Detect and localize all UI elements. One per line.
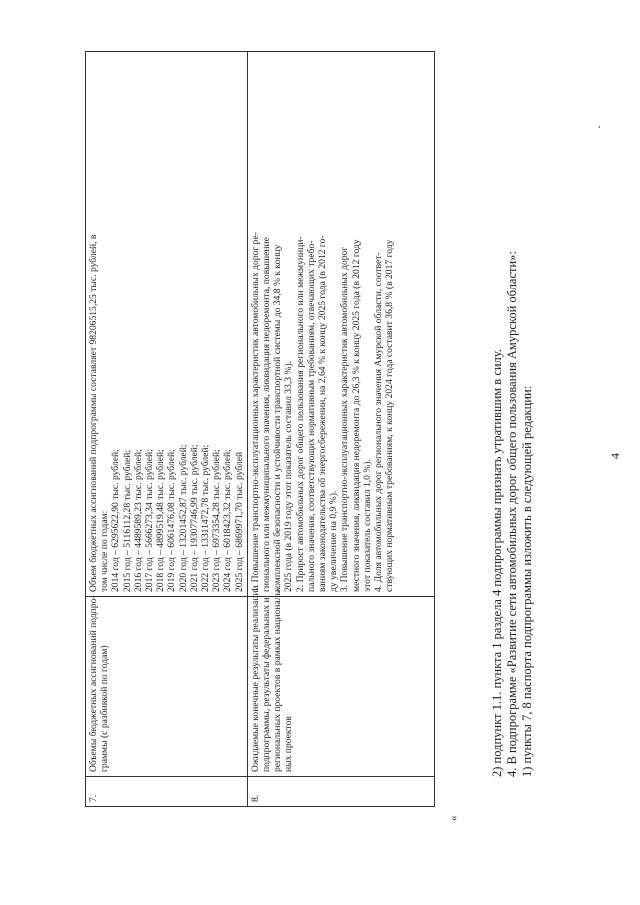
opening-quote-mark: « [448, 815, 460, 821]
row-value [247, 52, 434, 597]
table-row [247, 52, 434, 807]
value-line: 4. Доля автомобильных дорог регионального значения Амурской области, соответ- [373, 252, 385, 592]
value-line: 2021 год – 19307746,99 тыс. рублей; [188, 444, 200, 592]
value-line: ду увеличение на 0,9 %). [328, 490, 340, 592]
intro-text [490, 97, 534, 777]
value-line: 2023 год – 6973354,28 тыс. рублей; [211, 449, 223, 592]
value-line: 2022 год – 13311472,78 тыс. рублей; [200, 444, 212, 592]
value-line: гионального или межмуниципального значения, ликвидация недоремонта, повышение [261, 237, 273, 592]
value-line: Объем бюджетных ассигнований подпрограммы составляет 98206515,25 тыс. рублей, в [88, 234, 99, 592]
value-line: местного значения, ликвидация недоремонта до 26,3 % к концу 2025 года (в 2012 году [350, 239, 362, 592]
value-line: 2019 год – 6061476,08 тыс. рублей; [166, 449, 178, 592]
value-line: 3. Повышение транспортно-эксплуатационных характеристик автомобильных дорог [339, 246, 351, 592]
value-line: 2024 год – 6018423,32 тыс. рублей; [222, 449, 234, 592]
row-number: 7. [86, 777, 248, 807]
page-number: 4 [608, 453, 622, 459]
value-line: этот показатель составил 1,0 %). [361, 459, 373, 592]
passport-table [85, 51, 435, 807]
table-row [86, 52, 248, 807]
value-line: 2. Прирост автомобильных дорог общего пользования регионального или межмуници- [294, 236, 306, 592]
row-name [86, 597, 248, 777]
corner-mark: · [592, 125, 606, 129]
value-line: 2025 год – 6869971,70 тыс. рублей [233, 451, 245, 592]
value-line: ствующих нормативным требованиям, к концу 2024 года составит 36,8 % (в 2017 году [384, 239, 396, 592]
row-name-line: Ожидаемые конечные результаты реализации [249, 585, 261, 772]
value-line: 2020 год – 13201452,87 тыс. рублей; [177, 444, 189, 592]
value-line: 2014 год – 6295622,90 тыс. рублей; [110, 449, 122, 592]
value-line: 2025 года (в 2019 году этот показатель составил 33,3 %). [283, 360, 295, 592]
row-number: 8. [247, 777, 434, 807]
row-name-line: граммы (с разбивкой по годам) [99, 645, 111, 772]
row-name-line: ных проектов [283, 716, 295, 772]
value-line: том числе по годам: [99, 510, 111, 592]
value-line: комплексной безопасности и устойчивости транспортной системы до 34,8 % к концу [272, 244, 284, 592]
intro-line-2: 4. В подпрограмме «Развитие сети автомобильных дорог общего пользования Амурской области»: [504, 251, 519, 777]
row-name-line: подпрограммы, результаты федеральных и [261, 597, 273, 772]
row-value [86, 52, 248, 597]
value-line: 2015 год – 5116112,28 тыс. рублей; [121, 449, 133, 592]
value-line: 2017 год – 5666273,34 тыс. рублей; [144, 449, 156, 592]
intro-line-3: 1) пункты 7, 8 паспорта подпрограммы изложить в следующей редакции: [519, 385, 534, 777]
value-line: пального значения, соответствующих нормативным требованиям, отвечающих требо- [305, 240, 317, 592]
row-name [247, 585, 434, 777]
value-line: 1. Повышение транспортно-эксплуатационных характеристик автомобильных дорог ре- [249, 232, 261, 592]
row-name-line: региональных проектов в рамках националь- [272, 587, 284, 772]
intro-line-1: 2) подпункт 1.1. пункта 1 раздела 4 подпрограммы признать утратившим в силу. [490, 349, 504, 777]
row-name-line: Объемы бюджетных ассигнований подпро- [88, 595, 99, 772]
value-line: 2018 год – 4899519,48 тыс. рублей; [155, 449, 167, 592]
value-line: ваниям законодательства об энергосбережении, на 2,64 % к концу 2025 года (в 2012 го- [317, 235, 329, 592]
value-line: 2016 год – 4489589,23 тыс. рублей; [132, 449, 144, 592]
